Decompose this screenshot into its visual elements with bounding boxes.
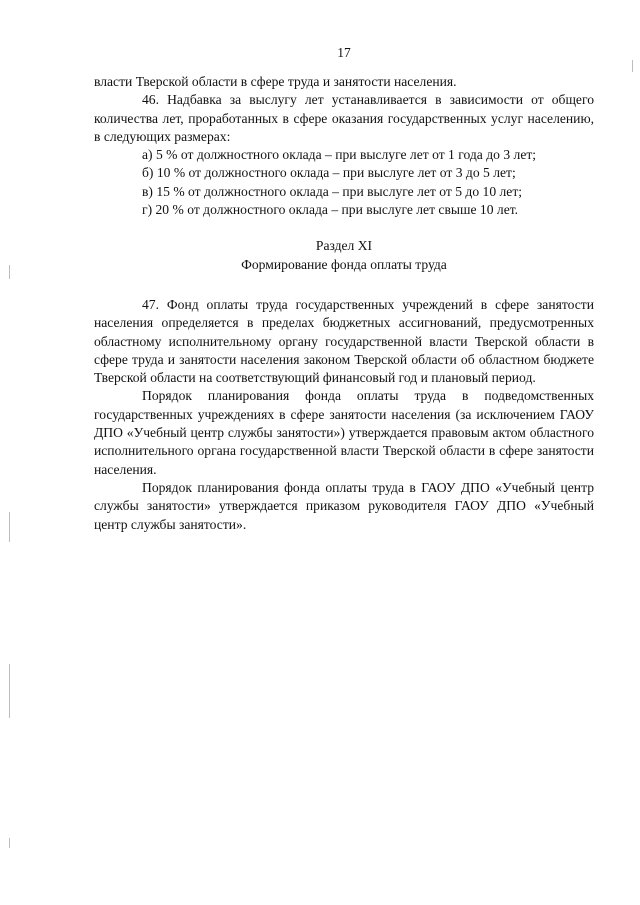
document-body <box>94 73 594 534</box>
paragraph-47-planning-1: Порядок планирования фонда оплаты труда в подведомственных государственных учреждениях в сфере занятости населения (за исключением ГАОУ ДПО «Учебный центр службы занятости») утверждается правовым актом областного исполнительного органа государственной власти Тверской области в сфере занятости населения. <box>94 388 594 477</box>
scan-artifact-line <box>9 664 10 718</box>
page-number: 17 <box>337 45 351 60</box>
paragraph-47-planning-2: Порядок планирования фонда оплаты труда в ГАОУ ДПО «Учебный центр службы занятости» утверждается приказом руководителя ГАОУ ДПО «Учебный центр службы занятости». <box>94 479 594 532</box>
scan-artifact-line <box>9 265 10 279</box>
section-subtitle: Формирование фонда оплаты труда <box>241 256 447 272</box>
list-item: г) 20 % от должностного оклада – при выслуге лет свыше 10 лет. <box>142 202 519 218</box>
paragraph-47: 47. Фонд оплаты труда государственных учреждений в сфере занятости населения определяется в пределах бюджетных ассигнований, предусмотренных областному исполнительному органу государственной власти Тверской области в сфере труда и занятости населения законом Тверской области об областном бюджете Тверской области на соответствующий финансовый год и плановый период. <box>94 296 594 386</box>
section-title: Раздел XI <box>315 238 373 254</box>
seniority-bonus-list <box>94 146 594 219</box>
scan-artifact-line <box>632 60 633 72</box>
list-item: б) 10 % от должностного оклада – при выслуге лет от 3 до 5 лет; <box>142 165 516 181</box>
scan-artifact-line <box>9 512 10 542</box>
paragraph-46: 46. Надбавка за выслугу лет устанавливается в зависимости от общего количества лет, проработанных в сфере оказания государственных услуг населению, в следующих размерах: <box>94 92 594 144</box>
list-item: а) 5 % от должностного оклада – при выслуге лет от 1 года до 3 лет; <box>142 147 537 163</box>
spacer <box>94 274 594 296</box>
paragraph-continuation: власти Тверской области в сфере труда и занятости населения. <box>94 74 457 89</box>
list-item: в) 15 % от должностного оклада – при выслуге лет от 5 до 10 лет; <box>142 183 523 199</box>
document-page <box>94 0 594 905</box>
scan-artifact-line <box>9 838 10 848</box>
spacer <box>94 219 594 237</box>
